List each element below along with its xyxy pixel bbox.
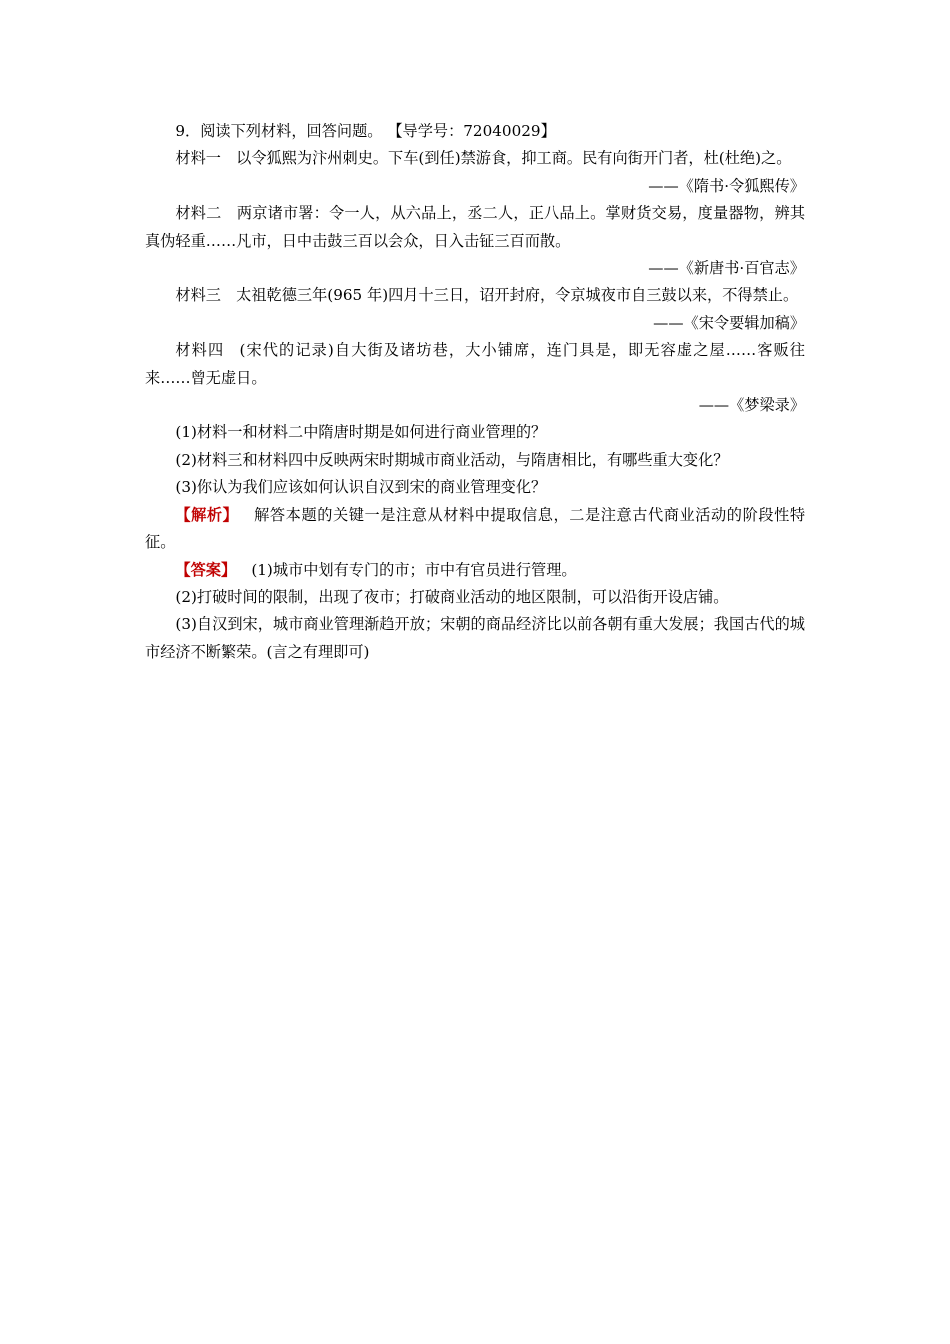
analysis-label: 【解析】 (175, 505, 239, 524)
answer-line-1 (145, 557, 805, 584)
material-label: 材料二 (175, 204, 222, 223)
material-label: 材料一 (175, 149, 221, 168)
material-source: ——《梦梁录》 (698, 396, 805, 415)
guide-number: 【导学号：72040029】 (387, 122, 556, 140)
sub-question-1: (1)材料一和材料二中隋唐时期是如何进行商业管理的？ (175, 423, 547, 442)
analysis-text: 解答本题的关键一是注意从材料中提取信息，二是注意古代商业活动的阶段性特征。 (145, 505, 806, 552)
material-3 (145, 282, 805, 309)
sub-question-2: (2)材料三和材料四中反映两宋时期城市商业活动，与隋唐相比，有哪些重大变化？ (175, 450, 729, 469)
analysis (145, 502, 805, 557)
material-1 (145, 145, 805, 172)
material-text: 太祖乾德三年(965 年)四月十三日，诏开封府，令京城夜市自三鼓以来，不得禁止。 (236, 286, 799, 305)
material-label: 材料三 (175, 286, 221, 305)
material-label: 材料四 (175, 341, 225, 360)
answer-line-2: (2)打破时间的限制，出现了夜市；打破商业活动的地区限制，可以沿街开设店铺。 (175, 587, 729, 606)
material-source: ——《新唐书·百官志》 (648, 259, 805, 278)
answer-text: (1)城市中划有专门的市；市中有官员进行管理。 (251, 560, 577, 579)
document-page (145, 118, 805, 666)
material-2 (145, 200, 805, 255)
answer-line-3: (3)自汉到宋，城市商业管理渐趋开放；宋朝的商品经济比以前各朝有重大发展；我国古代的城市经济不断繁荣。(言之有理即可) (145, 615, 805, 661)
material-source: ——《隋书·令狐熙传》 (648, 176, 805, 195)
material-text: (宋代的记录)自大街及诸坊巷，大小铺席，连门具是，即无容虚之屋……客贩往来……曾无虚日。 (145, 341, 805, 387)
material-text: 两京诸市署：令一人，从六品上，丞二人，正八品上。掌财货交易，度量器物，辨其真伪轻重……凡市，日中击鼓三百以会众，日入击钲三百而散。 (145, 204, 806, 250)
answer-label: 【答案】 (175, 560, 237, 579)
sub-question-3: (3)你认为我们应该如何认识自汉到宋的商业管理变化？ (175, 478, 547, 497)
material-source: ——《宋令要辑加稿》 (653, 313, 805, 332)
material-text: 以令狐熙为汴州刺史。下车(到任)禁游食，抑工商。民有向街开门者，杜(杜绝)之。 (236, 149, 792, 168)
material-4 (145, 337, 805, 392)
question-header (145, 118, 805, 145)
question-intro: 9．阅读下列材料，回答问题。 (175, 122, 383, 140)
